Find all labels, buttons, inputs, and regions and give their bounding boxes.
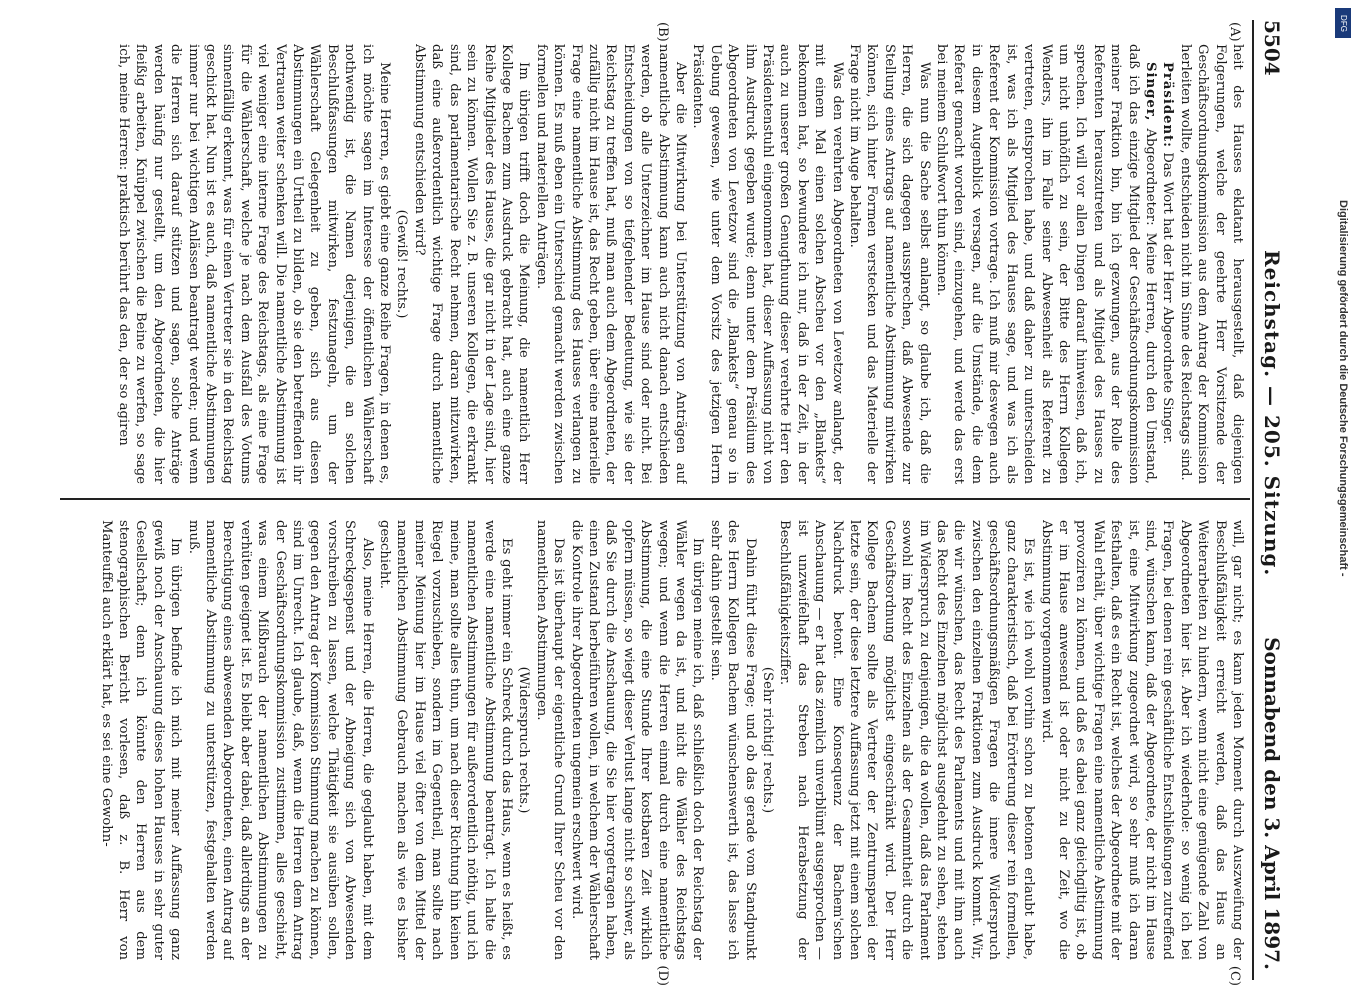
session-date: Sonnabend den 3. April 1897. — [1260, 637, 1284, 970]
paragraph-text: Das Wort hat der Herr Abgeordnete Singer. — [1160, 152, 1176, 445]
margin-mark-d: (D) — [655, 965, 670, 986]
digitization-credit — [1333, 200, 1351, 1000]
speaker-paragraph — [1159, 44, 1176, 484]
paragraph: Es ist, wie ich wohl vorhin schon zu betonen erlaubt habe, ganz charakteristisch, daß bei Erörterung dieser rein formellen, geschäftsordnungsmäßigen Fragen die innere Widerspruch zwischen den einzelnen Fraktionen zum Ausdruck kommt. Wir, die wir wünschen, das Recht des Parlaments und mit ihm auch das Recht des Einzelnen möglichst ausgedehnt zu sehen, stehen im Widerspruch zu denjenigen, die da wollen, daß das Parlament sowohl im Recht des Einzelnen als der Gesammtheit durch die Geschäftsordnung möglichst eingeschränkt wird. Der Herr Kollege Bachem sollte als Vertreter der Zentrumspartei der letzte sein, der diese letztere Auffassung jetzt mit einem solchen Nachdruck betont. Eine Konsequenz der Bachem'schen Anschauung — er hat das ziemlich unverblümt ausgesprochen — ist unzweifelhaft das Streben nach Herabsetzung der Beschlußfähigkeitsziffer. — [777, 520, 1037, 960]
paragraph: will, gar nicht; es kann jeden Moment durch Auszweifung der Beschlußfähigkeit erreicht werden, daß das Haus an Weiterarbeiten zu hindern, wenn nicht eine genügende Zahl von Abgeordneten hier ist. Aber ich wiederhole: so wenig ich bei Fragen, bei denen rein geschäftliche Entschließungen zutreffend sind, wünschen kann, daß der Abgeordnete, der nicht im Hause ist, eine Mitwirkung zugeordnet wird, so sehr muß ich daran festhalten, daß es ein Recht ist, welches der Abgeordnete mit der Wahl erhält, über wichtige Fragen eine namentliche Abstimmung provoziren zu können, und daß es dabei ganz gleichgiltig ist, ob er im Hause anwesend ist oder nicht zu der Zeit, wo die Abstimmung vorgenommen wird. — [1038, 520, 1245, 960]
page-header — [1252, 20, 1290, 980]
paragraph: heit des Hauses eklatant herausgestellt, daß diejenigen Folgerungen, welche der geehrte Herr Vorsitzende der Geschäftsordnungskommission aus dem Antrag der Kommission herleiten wollte, entschieden nicht im Sinne des Reichstags sind. — [1177, 44, 1245, 484]
dfg-logo — [1335, 8, 1351, 38]
reaction: (Sehr richtig! rechts.) — [760, 666, 776, 814]
session-title: Reichstag. — 205. Sitzung. — [1260, 250, 1284, 577]
paragraph: Das ist überhaupt der eigentliche Grund Ihrer Scheu vor den namentlichen Abstimmungen. — [533, 520, 567, 960]
reaction: (Gewiß! rechts.) — [394, 209, 410, 319]
paragraph: Es geht immer ein Schreck durch das Haus, wenn es heißt, es werde eine namentliche Abstimmung beantragt. Ich halte die namentlichen Abstimmungen für außerordentlich nöthig, und ich meine, man sollte alles thun, um nach dieser Richtung hin keinen Riegel vorzuschieben, sondern im Gegentheil, man sollte nach meiner Meinung hier im Hause viel öfter von dem Mittel der namentlichen Abstimmung Gebrauch machen als wie es bisher geschieht. — [377, 520, 514, 960]
paragraph: Also, meine Herren, die Herren, die geglaubt haben, mit dem Schreckgespenst und der Abneigung sich von Abwesenden vorschreiben zu lassen, welche Thätigkeit sie ausüben sollen, gegen den Antrag der Kommission Stimmung machen zu können, sind im Unrecht. Ich glaube, daß, wenn die Herren dem Antrag der Geschäftsordnungskommission zustimmen, alles geschieht, was einem Mißbrauch der namentlichen Abstimmungen zu verhüten geeignet ist. Es bleibt aber dabei, daß allerdings an der Berechtigung eines abwesenden Abgeordneten, einen Antrag auf namentliche Abstimmung zu unterstützen, festgehalten werden muß. — [185, 520, 375, 960]
dfg-logo-text: DFG — [1338, 14, 1348, 32]
paragraph-text: Abgeordneter: Meine Herren, durch den Umstand, daß ich das einzige Mitglied der Geschäftsordnungskommission meiner Fraktion bin, bin ich gezwungen, aus der Rolle des Referenten herauszutreten und als Mitglied des Hauses zu sprechen. Ich will vor allen Dingen darauf hinweisen, daß ich, um nicht unhöflich zu sein, der Bitte des Herrn Kollegen Wenders, ihn im Falle seiner Abwesenheit als Referent zu vertreten, entsprochen habe, und daß daher zu unterscheiden ist, was ich als Mitglied des Hauses sage, und was ich als Referent der Kommission vortrage. Ich muß mir deswegen auch in diesem Augenblick versagen, auf die Umstände, die dem Referat gemacht worden sind, einzugehen, und werde das erst bei meinem Schlußwort thun können. — [934, 44, 1158, 484]
margin-mark-a: (A) — [1227, 22, 1242, 42]
speaker-paragraph — [933, 44, 1159, 484]
newspaper-page — [10, 20, 1290, 986]
margin-mark-c: (C) — [1227, 965, 1242, 986]
paragraph: Aber die Mitwirkung bei Unterstützung von Anträgen auf namentliche Abstimmung kann auch nicht danach entschieden werden, ob alle Unterzeichner im Hause sind oder nicht. Bei Entscheidungen von so tiefgehender Bedeutung, wie sie der Reichstag zu treffen hat, muß man auch dem Abgeordneten, der zufällig nicht im Hause ist, das Recht geben, über eine materielle Frage eine namentliche Abstimmung des Hauses verlangen zu können. Es muß eben ein Unterschied gemacht werden zwischen formellen und materiellen Anträgen. — [533, 44, 688, 484]
reaction: (Widerspruch rechts.) — [516, 666, 532, 814]
margin-mark-b: (B) — [655, 22, 670, 42]
paragraph: Im übrigen befinde ich mich mit meiner Auffassung ganz gewiß noch der Anschauung dieses hohen Hauses in sehr guter Gesellschaft; denn ich könnte den Herren aus dem stenographischen Bericht vorlesen, daß z. B. Herr von Manteuffel auch erklärt hat, es sei eine Gewohn- — [98, 520, 184, 960]
paragraph: Was den verehrten Abgeordneten von Levetzow anlangt, der mit einem Mal einen solchen Abscheu vor den „Blankets“ bekommen hat, so bewundere ich nur, daß in der Zeit, in der auch zu unserer großen Genugthuung dieser verehrte Herr den Präsidentenstuhl eingenommen hat, dieser Auffassung nicht von ihm Ausdruck gegeben wurde; denn unter dem Präsidium des Abgeordneten von Levetzow sind die „Blankets“ genau so in Uebung gewesen, wie unter dem Vorsitz des jetzigen Herrn Präsidenten. — [690, 44, 845, 484]
page-number: 5504 — [1260, 20, 1284, 76]
paragraph: Im übrigen meine ich, daß schließlich doch der Reichstag der Wähler wegen da ist, und nicht die Wähler des Reichstags wegen; und wenn die Herren einmal durch eine namentliche Abstimmung, die eine Stunde Ihrer kostbaren Zeit wirklich opfern müssen, so wiegt dieser Verlust lange nicht so schwer, als daß Sie durch die Anschauung, die Sie hier vorgetragen haben, einen Zustand herbeiführen wollen, in welchem der Wählerschaft die Kontrole ihrer Abgeordneten ungemein erschwert wird. — [568, 520, 706, 960]
speaker-label: Präsident: — [1160, 62, 1176, 149]
right-column — [56, 520, 1246, 960]
paragraph: Im übrigen trifft doch die Meinung, die namentlich Herr Kollege Bachem zum Ausdruck gebracht hat, auch eine ganze Reihe Mitglieder des Hauses, die gar nicht in der Lage sind, hier sein zu können. Wollen Sie z. B. unseren Kollegen, die erkrankt sind, das parlamentarische Recht nehmen, daran mitzuwirken, daß eine außerordentlich wichtige Frage durch namentliche Abstimmung entschieden wird? — [411, 44, 532, 484]
left-column — [56, 44, 1246, 484]
speaker-label: Singer, — [1142, 62, 1158, 122]
paragraph: Meine Herren, es giebt eine ganze Reihe Fragen, in denen es, ich möchte sagen im Interesse der öffentlichen Wählerschaft nothwendig ist, die Namen derjenigen, die an solchen Beschlußfassungen mitwirken, festzunageln, um der Wählerschaft Gelegenheit zu geben, sich aus diesen Abstimmungen ein Urtheil zu bilden, ob sie den betreffenden ihr Vertrauen weiter schenken will. Die namentliche Abstimmung ist viel weniger eine interne Frage des Reichstags, als eine Frage für die Wählerschaft, welche je nach dem Ausfall des Votums sinnenfällig erkennt, was für einen Vertreter sie in den Reichstag geschickt hat. Nun ist es auch, daß namentliche Abstimmungen immer nur bei wichtigen Anlässen beantragt werden; und wenn die Herren sich darauf stützen und sagen, solche Anträge werden häufig nur gestellt, um den Abgeordneten, die hier fleißig arbeiten, Knüppel zwischen die Beine zu werfen, so sage ich, meine Herren: praktisch berührt das den, der so agiren — [116, 44, 393, 484]
paragraph: Was nun die Sache selbst anlangt, so glaube ich, daß die Herren, die sich dagegen aussprechen, daß Abwesende zur Stellung eines Antrags auf namentliche Abstimmung mitwirken können, sich hinter Formen verstecken und das Materielle der Frage nicht im Auge behalten. — [847, 44, 932, 484]
paragraph: Dahin führt diese Frage; und ob das gerade vom Standpunkt des Herrn Kollegen Bachem wünschenswerth ist, das lasse ich sehr dahin gestellt sein. — [707, 520, 758, 960]
credit-text: Digitalisierung gefördert durch die Deutsche Forschungsgemeinschaft - — [1337, 200, 1349, 577]
column-divider — [60, 498, 1250, 500]
